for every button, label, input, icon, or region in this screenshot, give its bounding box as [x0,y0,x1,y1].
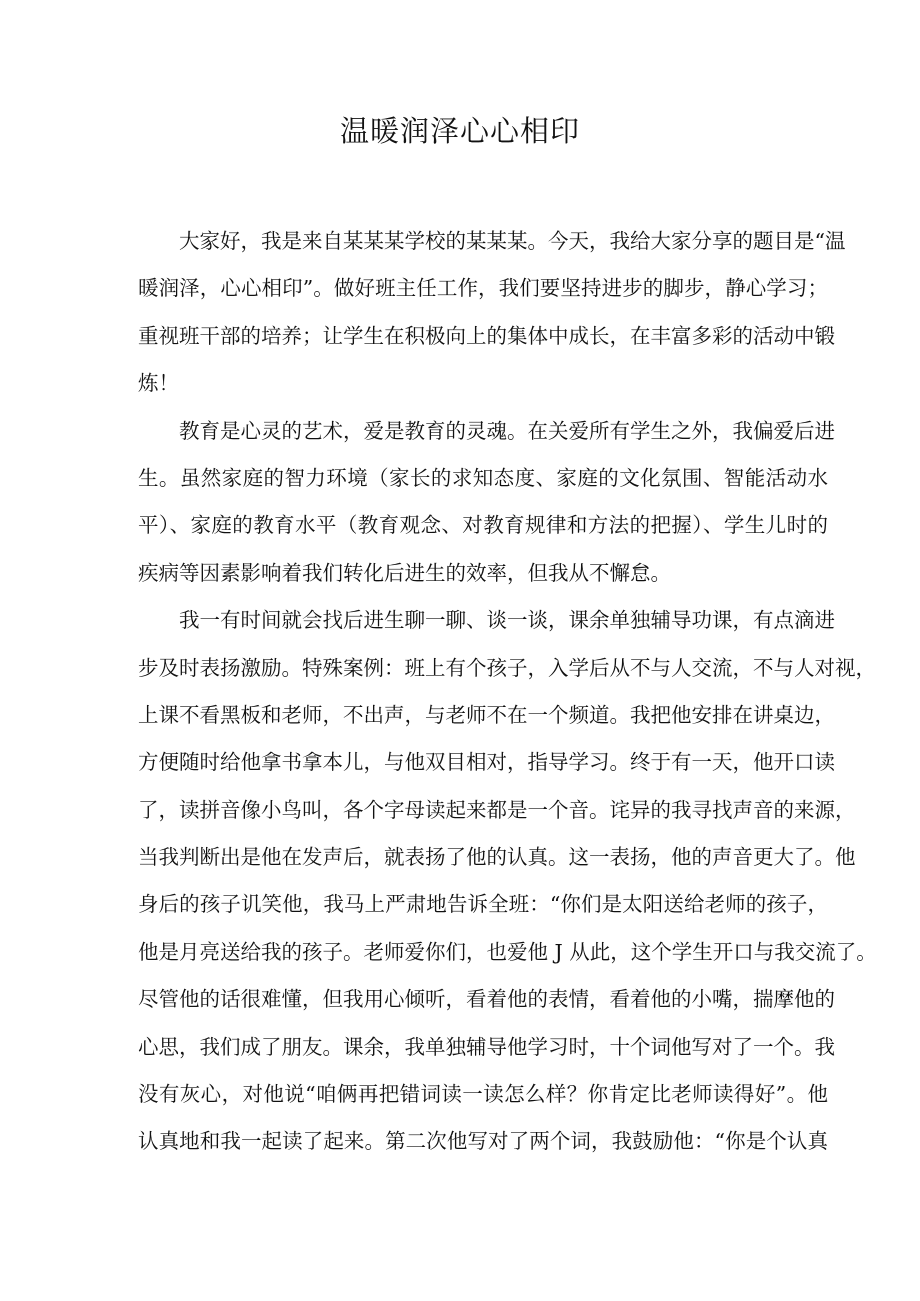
paragraph-2-line-2: 生。虽然家庭的智力环境（家长的求知态度、家庭的文化氛围、智能活动水 [138,465,828,490]
paragraph-3-line-12: 认真地和我一起读了起来。第二次他写对了两个词，我鼓励他：“你是个认真 [138,1129,828,1154]
paragraph-3-line-11: 没有灰心，对他说“咱俩再把错词读一读怎么样？你肯定比老师读得好”。他 [138,1082,828,1107]
paragraph-1-line-2: 暖润泽，心心相印”。做好班主任工作，我们要坚持进步的脚步，静心学习； [138,276,828,301]
paragraph-1-line-3: 重视班干部的培养；让学生在积极向上的集体中成长，在丰富多彩的活动中锻 [138,323,835,348]
paragraph-3-line-2: 步及时表扬激励。特殊案例：班上有个孩子，入学后从不与人交流，不与人对视， [138,655,876,680]
paragraph-3-line-3: 上课不看黑板和老师，不出声，与老师不在一个频道。我把他安排在讲桌边， [138,702,835,727]
paragraph-3-line-5: 了，读拼音像小鸟叫，各个字母读起来都是一个音。诧异的我寻找声音的来源， [138,797,856,822]
paragraph-1-line-4: 炼！ [138,371,179,396]
paragraph-3-line-10: 心思，我们成了朋友。课余，我单独辅导他学习时，十个词他写对了一个。我 [138,1034,835,1059]
paragraph-2-line-1: 教育是心灵的艺术，爱是教育的灵魂。在关爱所有学生之外，我偏爱后进 [179,418,835,443]
paragraph-3-line-4: 方便随时给他拿书拿本儿，与他双目相对，指导学习。终于有一天，他开口读 [138,750,835,775]
paragraph-3-line-9: 尽管他的话很难懂，但我用心倾听，看着他的表情，看着他的小嘴，揣摩他的 [138,987,835,1012]
paragraph-2-line-4: 疾病等因素影响着我们转化后进生的效率，但我从不懈怠。 [138,560,671,585]
article-body [138,218,877,1166]
paragraph-3-line-1: 我一有时间就会找后进生聊一聊、谈一谈，课余单独辅导功课，有点滴进 [179,608,835,633]
paragraph-2-line-3: 平）、家庭的教育水平（教育观念、对教育规律和方法的把握）、学生儿时的 [138,513,828,538]
paragraph-3-line-7: 身后的孩子讥笑他，我马上严肃地告诉全班：“你们是太阳送给老师的孩子， [138,892,828,917]
paragraph-3-line-6: 当我判断出是他在发声后，就表扬了他的认真。这一表扬，他的声音更大了。他 [138,845,856,870]
paragraph-1-line-1: 大家好，我是来自某某某学校的某某某。今天，我给大家分享的题目是“温 [179,229,846,253]
page-title: 温暖润泽心心相印 [339,114,580,148]
paragraph-3-line-8: 他是月亮送给我的孩子。老师爱你们，也爱他 J 从此，这个学生开口与我交流了。 [138,939,877,964]
